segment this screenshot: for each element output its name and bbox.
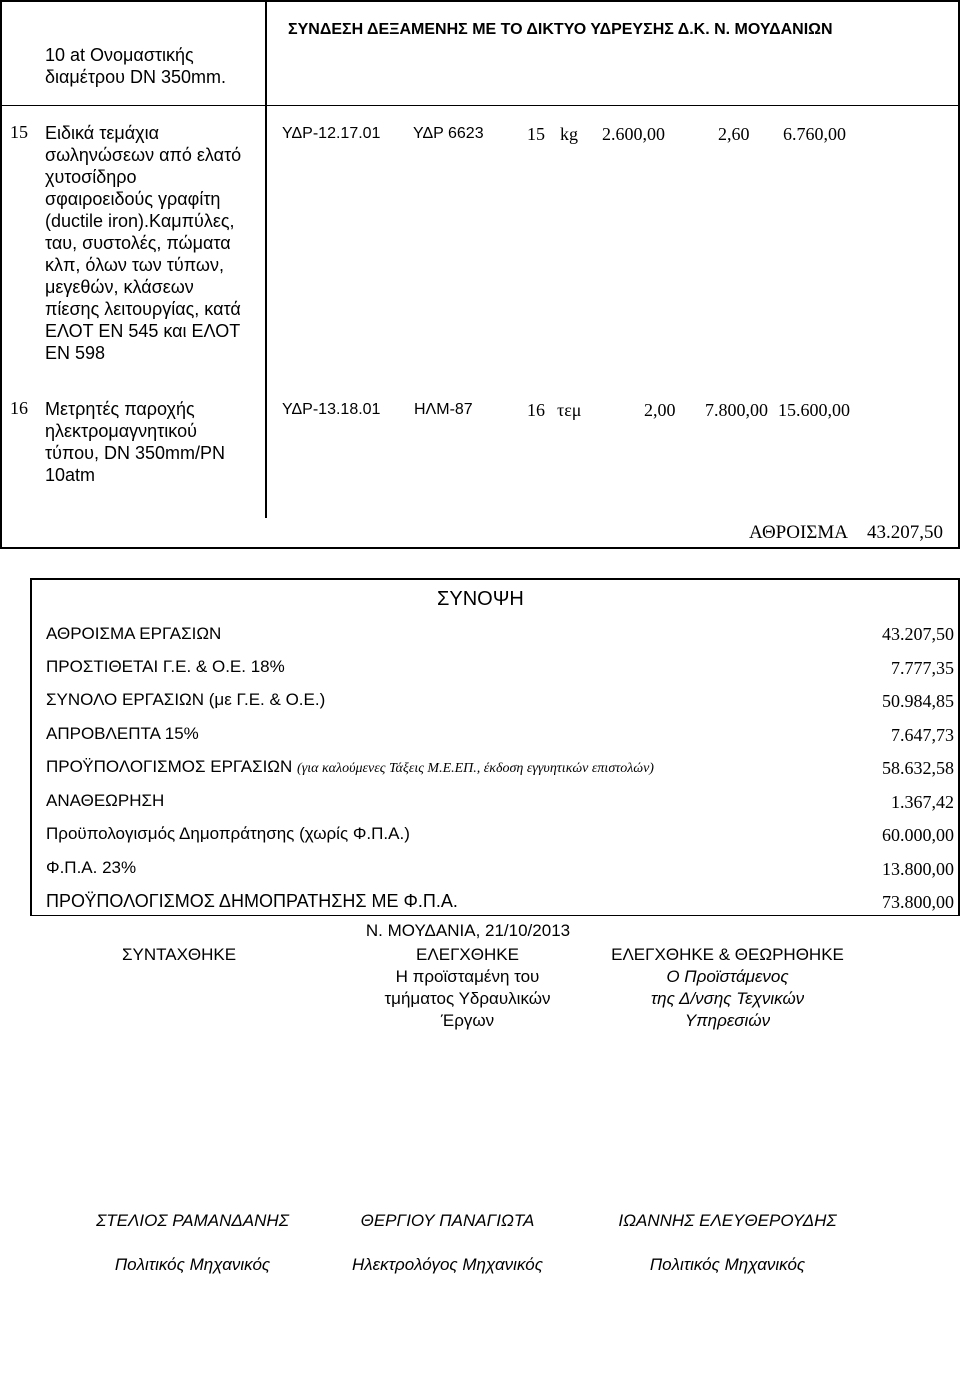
table-left-border (0, 0, 2, 548)
item-code: ΥΔΡ-12.17.01 (282, 125, 381, 142)
signatory-name: ΘΕΡΓΙΟΥ ΠΑΝΑΓΙΩΤΑ (360, 1211, 535, 1230)
row-separator (0, 105, 960, 106)
table-bottom-rule (0, 547, 960, 549)
item-unit: kg (560, 124, 578, 144)
summary-value: 43.207,50 (882, 624, 954, 644)
table-top-rule (0, 0, 960, 2)
signatory-name: ΣΤΕΛΙΟΣ ΡΑΜΑΝΔΑΝΗΣ (96, 1211, 289, 1230)
item-quantity: 2,00 (644, 400, 676, 420)
item-code: ΥΔΡ-13.18.01 (282, 401, 381, 418)
summary-value: 50.984,85 (882, 691, 954, 711)
item-reference: ΥΔΡ 6623 (413, 125, 484, 142)
summary-label: ΑΝΑΘΕΩΡΗΣΗ (46, 791, 165, 810)
summary-label: ΠΡΟΫΠΟΛΟΓΙΣΜΟΣ ΔΗΜΟΠΡΑΤΗΣΗΣ ΜΕ Φ.Π.Α. (46, 891, 458, 911)
item-total: 6.760,00 (783, 124, 846, 144)
summary-label: Προϋπολογισμός Δημοπράτησης (χωρίς Φ.Π.Α.) (46, 824, 410, 843)
compiled-heading: ΣΥΝΤΑΧΘΗΚΕ (122, 945, 237, 964)
signatory (60, 1188, 325, 1298)
summary-top-rule (30, 578, 960, 580)
summary-title: ΣΥΝΟΨΗ (437, 588, 524, 610)
signatory (590, 1188, 865, 1298)
section-title: ΣΥΝΔΕΣΗ ΔΕΞΑΜΕΝΗΣ ΜΕ ΤΟ ΔΙΚΤΥΟ ΥΔΡΕΥΣΗΣ Δ.Κ. Ν. ΜΟΥΔΑΝΙΩΝ (288, 21, 833, 38)
item-total: 15.600,00 (778, 400, 850, 420)
summary-label-text: ΠΡΟΫΠΟΛΟΓΙΣΜΟΣ ΕΡΓΑΣΙΩΝ (46, 757, 293, 776)
summary-label: ΠΡΟΣΤΙΘΕΤΑΙ Γ.Ε. & Ο.Ε. 18% (46, 657, 285, 676)
summary-left-border (30, 578, 32, 916)
item-reference-number: 16 (527, 400, 545, 420)
item-number: 16 (10, 398, 28, 418)
summary-label: ΑΠΡΟΒΛΕΠΤΑ 15% (46, 724, 199, 743)
summary-bottom-rule (30, 915, 960, 916)
signatory-name: ΙΩΑΝΝΗΣ ΕΛΕΥΘΕΡΟΥΔΗΣ (618, 1211, 837, 1230)
checked-role: Η προϊσταμένη του τμήματος Υδραυλικών Έργων (384, 967, 551, 1030)
summary-value: 73.800,00 (882, 892, 954, 912)
item-unit-price: 2,60 (718, 124, 750, 144)
signatory-title: Ηλεκτρολόγος Μηχανικός (352, 1255, 543, 1274)
item-number: 15 (10, 122, 28, 142)
item-unit-price: 7.800,00 (705, 400, 768, 420)
item-reference: ΗΛΜ-87 (414, 401, 473, 418)
item-reference-number: 15 (527, 124, 545, 144)
signatory-title: Πολιτικός Μηχανικός (114, 1255, 271, 1274)
item-unit: τεμ (557, 400, 582, 420)
summary-value: 7.777,35 (891, 658, 954, 678)
signatory (315, 1188, 580, 1298)
item-description: Μετρητές παροχής ηλεκτρομαγνητικού τύπου, DN 350mm/PN 10atm (45, 399, 225, 485)
summary-value: 7.647,73 (891, 725, 954, 745)
description-column-rule (265, 0, 267, 518)
signatory-title: Πολιτικός Μηχανικός (649, 1255, 806, 1274)
approved-role: Ο Προϊστάμενος της Δ/νσης Τεχνικών Υπηρεσιών (650, 967, 805, 1030)
sum-label: ΑΘΡΟΙΣΜΑ (749, 522, 848, 543)
item-quantity: 2.600,00 (602, 124, 665, 144)
summary-label: ΑΘΡΟΙΣΜΑ ΕΡΓΑΣΙΩΝ (46, 624, 222, 643)
summary-value: 1.367,42 (891, 792, 954, 812)
checked-heading: ΕΛΕΓΧΘΗΚΕ (416, 945, 519, 964)
summary-value: 58.632,58 (882, 758, 954, 778)
place-date: Ν. ΜΟΥΔΑΝΙΑ, 21/10/2013 (365, 921, 571, 940)
summary-value: 60.000,00 (882, 825, 954, 845)
summary-value: 13.800,00 (882, 859, 954, 879)
summary-label (46, 757, 654, 777)
sum-value: 43.207,50 (867, 522, 943, 543)
approved-heading: ΕΛΕΓΧΘΗΚΕ & ΘΕΩΡΗΘΗΚΕ (611, 945, 844, 964)
item-description: Ειδικά τεμάχια σωληνώσεων από ελατό χυτοσίδηρο σφαιροειδούς γραφίτη (ductile iron).Καμπύλες, ταυ, συστολές, πώματα κλπ, όλων των τύπων, μεγεθών, κλάσεων πίεσης λειτουργίας, κατά ΕΛΟΤ ΕΝ 545 και ΕΛΟΤ ΕΝ 598 (45, 123, 242, 363)
summary-label: Φ.Π.Α. 23% (46, 858, 137, 877)
summary-label: ΣΥΝΟΛΟ ΕΡΓΑΣΙΩΝ (με Γ.Ε. & Ο.Ε.) (46, 690, 326, 709)
previous-item-description: 10 at Ονομαστικής διαμέτρου DN 350mm. (45, 45, 227, 87)
summary-label-note: (για καλούμενες Τάξεις Μ.Ε.ΕΠ., έκδοση εγγυητικών επιστολών) (297, 761, 654, 776)
